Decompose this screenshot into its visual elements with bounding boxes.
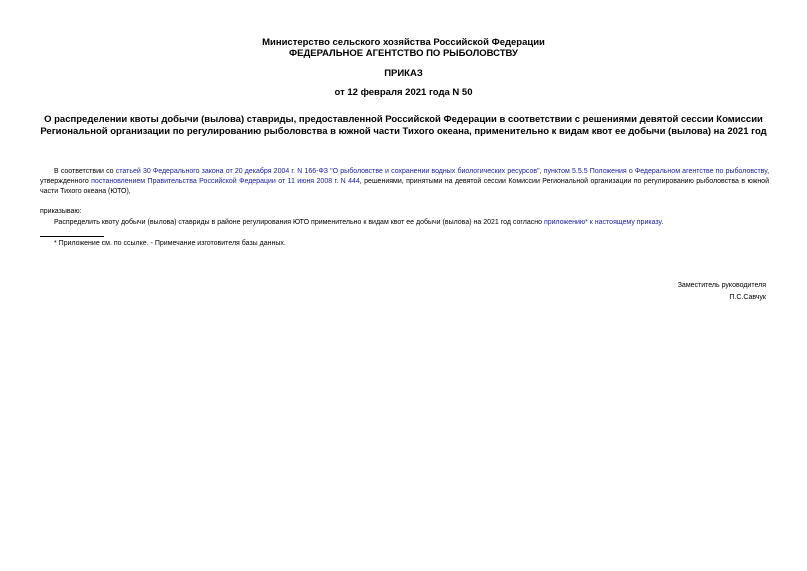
preamble-text-4: , решениями, принятыми на девятой сессии Комиссии Региональной организации по регулированию рыболовства в южной части Тихого океана (ЮТО), xyxy=(40,178,769,195)
document-title-line-2: Региональной организации по регулированию рыболовства в южной части Тихого океана, применительно к видам квот ее добычи (вылова) на 2021 год xyxy=(40,126,767,137)
preamble-paragraph xyxy=(40,167,769,197)
ministry-name: Министерство сельского хозяйства Российской Федерации xyxy=(262,37,545,48)
link-agency-regulation-clause[interactable]: пунктом 5.5.5 Положения о Федеральном агентстве по рыболовству xyxy=(543,168,768,175)
order-item-paragraph xyxy=(40,218,769,228)
preamble-text-1: В соответствии со xyxy=(54,168,116,175)
preamble-text-3: , утвержденного xyxy=(40,168,770,185)
order-item-text-2: . xyxy=(661,219,664,226)
link-government-decree[interactable]: постановлением Правительства Российской Федерации от 11 июня 2008 г. N 444 xyxy=(91,178,360,185)
document-type: ПРИКАЗ xyxy=(384,68,423,79)
signature-name: П.С.Савчук xyxy=(729,294,766,301)
link-appendix[interactable]: приложению* к настоящему приказу xyxy=(543,219,662,226)
order-word: приказываю: xyxy=(40,208,82,215)
footnote-divider xyxy=(40,236,104,237)
signature-position: Заместитель руководителя xyxy=(677,282,766,289)
document-title-line-1: О распределении квоты добычи (вылова) ставриды, предоставленной Российской Федерации в соответствии с решениями девятой сессии Комиссии xyxy=(44,114,763,125)
link-federal-law-article-30[interactable]: статьей 30 Федерального закона от 20 декабря 2004 г. N 166-ФЗ "О рыболовстве и сохранении водных биологических ресурсов" xyxy=(115,168,540,175)
agency-name: ФЕДЕРАЛЬНОЕ АГЕНТСТВО ПО РЫБОЛОВСТВУ xyxy=(289,48,518,59)
preamble-text-2: , xyxy=(539,168,544,175)
order-item-text-1: Распределить квоту добычи (вылова) ставриды в районе регулирования ЮТО применительно к видам квот ее добычи (вылова) на 2021 год согласно xyxy=(54,219,544,226)
footnote: * Приложение см. по ссылке. - Примечание изготовителя базы данных. xyxy=(54,240,286,247)
document-date-number: от 12 февраля 2021 года N 50 xyxy=(334,87,473,98)
